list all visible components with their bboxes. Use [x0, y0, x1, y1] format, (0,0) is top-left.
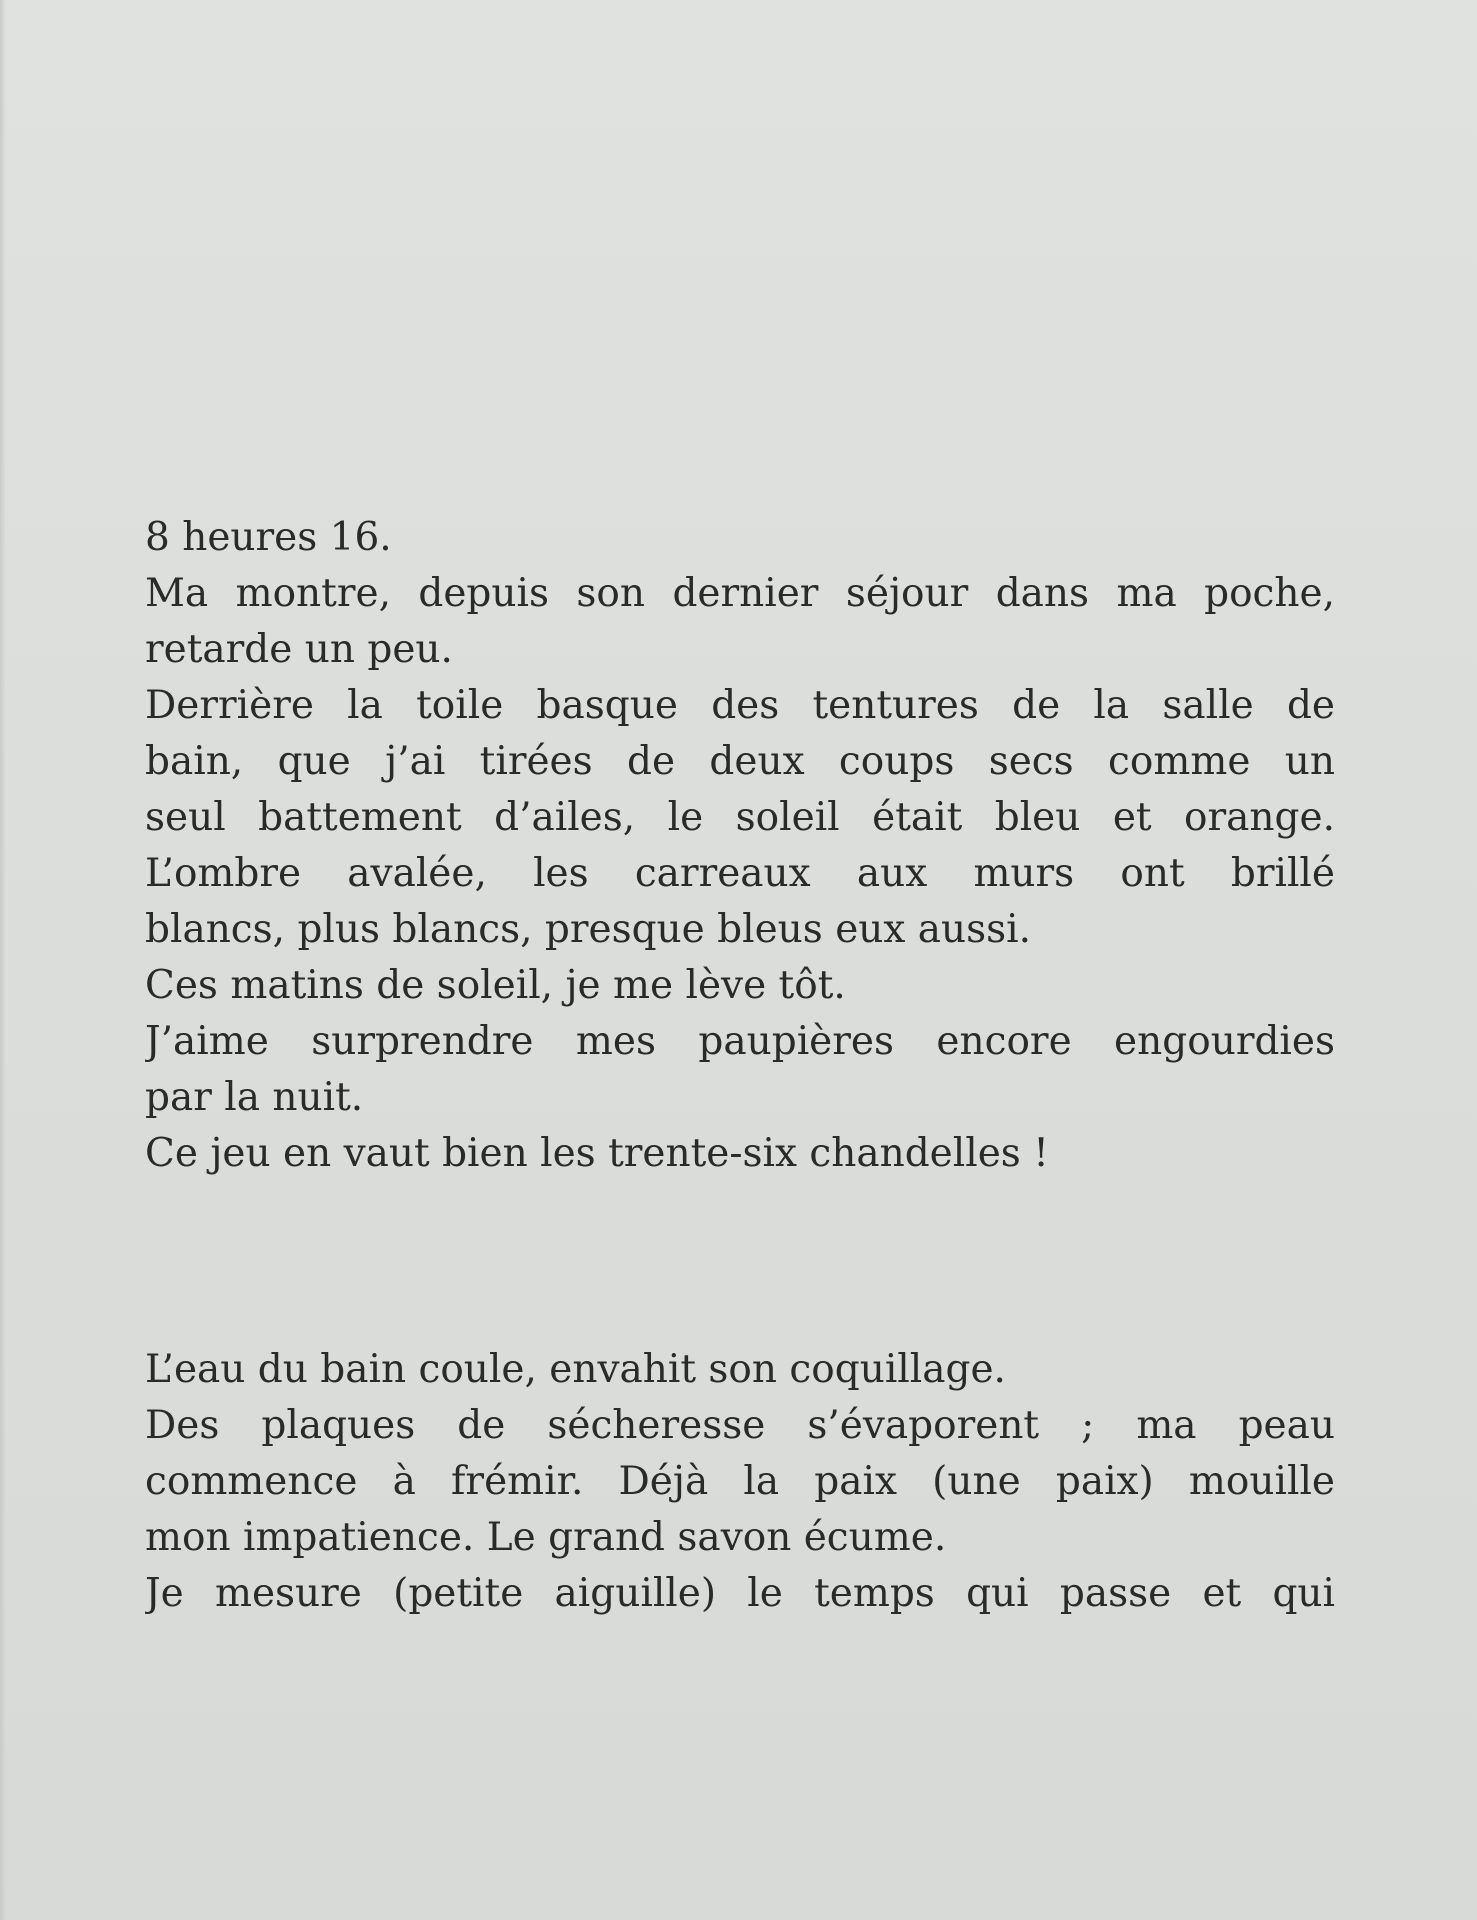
text-line: bain, que j’ai tirées de deux coups secs comme un — [145, 739, 1335, 784]
text-block-2 — [145, 1342, 1335, 1622]
text-line: J’aime surprendre mes paupières encore engourdies — [145, 1019, 1335, 1064]
text-line: blancs, plus blancs, presque bleus eux aussi. — [145, 907, 1032, 952]
text-line: L’ombre avalée, les carreaux aux murs ont brillé — [145, 851, 1335, 896]
text-line: 8 heures 16. — [145, 515, 392, 560]
text-line: Derrière la toile basque des tentures de la salle de — [145, 683, 1335, 728]
text-line: commence à frémir. Déjà la paix (une paix) mouille — [145, 1459, 1335, 1504]
text-line: L’eau du bain coule, envahit son coquillage. — [145, 1347, 1006, 1392]
paper-edge — [0, 0, 6, 1920]
text-line: seul battement d’ailes, le soleil était bleu et orange. — [145, 795, 1335, 840]
text-line: mon impatience. Le grand savon écume. — [145, 1515, 947, 1560]
text-line: Ces matins de soleil, je me lève tôt. — [145, 963, 846, 1008]
text-block-1 — [145, 510, 1335, 1182]
text-line: Des plaques de sécheresse s’évaporent ; ma peau — [145, 1403, 1335, 1448]
text-line: Je mesure (petite aiguille) le temps qui passe et qui — [145, 1571, 1335, 1616]
text-line: par la nuit. — [145, 1075, 364, 1120]
text-line: retarde un peu. — [145, 627, 453, 672]
text-line: Ma montre, depuis son dernier séjour dans ma poche, — [145, 571, 1335, 616]
text-line: Ce jeu en vaut bien les trente-six chandelles ! — [145, 1131, 1049, 1176]
